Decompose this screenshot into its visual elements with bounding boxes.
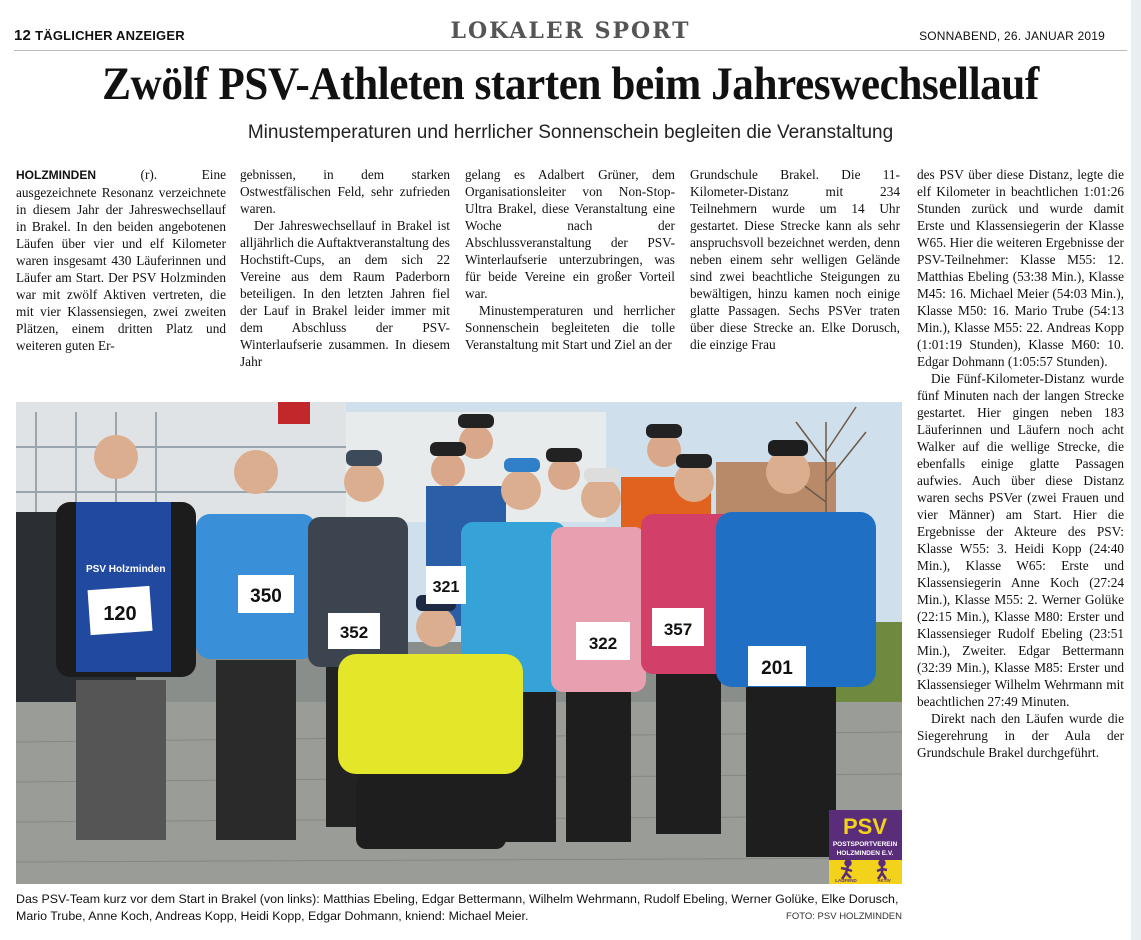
bib-number: 350: [250, 586, 282, 607]
paragraph: Direkt nach den Läufen wurde die Siegerehrung in der Aula der Grundschule Brakel durchgeführt.: [917, 711, 1124, 760]
paragraph: Die Fünf-Kilometer-Distanz wurde fünf Minuten nach der langen Strecke gestartet. Hier gingen neben 183 Läuferinnen und Läufern noch acht Walker auf die wellige Strecke, die ebenfalls einige glatte Passagen aufwies. Auch über diese Distanz waren sechs PSVer (zwei Frauen und vier Männer) am Start. Hier die Ergebnisse der Akteure des PSV: Klasse W55: 3. Heidi Kopp (24:40 Min.), Klasse W65: Erste und Klassensiegerin Anne Koch (27:24 Min.), Klasse M55: 2. Werner Golüke (22:15 Min.), Klasse M80: Erster und Klassensieger Rudolf Ebeling (23:51 Min.), Zweiter. Edgar Bettermann (32:39 Min.), Klasse M85: Erster und Klassensieger Wilhelm Wehrmann mit beachtlichen 27:49 Minuten.: [917, 371, 1124, 709]
photo-credit: FOTO: PSV HOLZMINDEN: [786, 911, 902, 922]
paper-name: TÄGLICHER ANZEIGER: [35, 28, 185, 43]
paragraph: gebnissen, in dem starken Ostwestfälischen Feld, sehr zufrieden waren.: [240, 167, 450, 216]
section-title: LOKALER SPORT: [450, 18, 691, 44]
shirt-text: PSV Holzminden: [86, 564, 166, 575]
bib-number: 321: [432, 579, 460, 596]
paragraph: Minustemperaturen und herrlicher Sonnenschein begleiteten die tolle Veranstaltung mit Start und Ziel an der: [465, 303, 675, 352]
photo-caption: Das PSV-Team kurz vor dem Start in Brakel (von links): Matthias Ebeling, Edgar Bettermann, Wilhelm Wehrmann, Rudolf Ebeling, Werner Golüke, Elke Dorusch, Mario Trube, Anne Koch, Andreas Kopp, Heidi Kopp, Edgar Dohmann, kniend: Michael Meier.: [16, 892, 899, 923]
page-number: 12: [14, 27, 32, 44]
logo-right-label: AKTIV: [877, 878, 891, 883]
logo-line-2: HOLZMINDEN E.V.: [836, 850, 894, 857]
header-rule: [14, 50, 1127, 51]
bib-350: [238, 575, 294, 613]
paragraph: des PSV über diese Distanz, legte die elf Kilometer in beachtlichen 1:01:26 Stunden zurück und wurde damit Erste und Klassensiegerin der Klasse W65. Hier die weiteren Ergebnisse der PSV-Teilnehmer: Klasse M55: 12. Matthias Ebeling (53:38 Min.), Klasse M45: 16. Michael Meier (54:03 Min.), Klasse M50: 16. Mario Trube (54:13 Min.), Klasse M55: 22. Andreas Kopp (1:01:19 Stunden), Klasse M60: 10. Edgar Dohmann (1:05:57 Stunden).: [917, 167, 1124, 369]
bib-number: 352: [339, 623, 369, 642]
team-photo-illustration: [16, 402, 902, 884]
subheadline: Minustemperaturen und herrlicher Sonnenschein begleiten die Veranstaltung: [247, 122, 894, 143]
article-column-4: [690, 166, 900, 353]
psv-logo: [829, 810, 902, 884]
logo-title: PSV: [842, 814, 888, 839]
team-photo: [16, 402, 902, 884]
bib-322: [576, 622, 630, 660]
bib-321: [426, 566, 466, 604]
article-column-3: [465, 166, 675, 353]
article-column-2: [240, 166, 450, 370]
headline: Zwölf PSV-Athleten starten beim Jahreswechsellauf: [102, 58, 1039, 110]
bib-number: 322: [588, 634, 618, 653]
paragraph: gelang es Adalbert Grüner, dem Organisationsleiter von Non-Stop-Ultra Brakel, diese Veranstaltung eine Woche nach der Abschlussveranstaltung der PSV-Winterlaufserie unterzubringen, was für beide Vereine ein großer Vorteil war.: [465, 167, 675, 301]
logo-left-label: LAUFEND: [835, 878, 857, 883]
paragraph: [16, 166, 226, 354]
logo-line-1: POSTSPORTVEREIN: [832, 841, 898, 848]
paragraph: Der Jahreswechsellauf in Brakel ist alljährlich die Auftaktveranstaltung des Hochstift-Cups, an dem sich 22 Vereine aus dem Raum Paderborn beteiligen. In den letzten Jahren fiel der Lauf in Brakel leider immer mit dem Abschluss der PSV-Winterlaufserie zusammen. In diesem Jahr: [240, 218, 450, 369]
paragraph-text: (r). Eine ausgezeichnete Resonanz verzeichnete in diesem Jahr der Jahreswechsellauf in Brakel. In den beiden angebotenen Läufen über vier und elf Kilometer waren insgesamt 430 Läuferinnen und Läufer am Start. Der PSV Holzminden war mit zwölf Aktiven vertreten, die mit vier Klassensiegen, zwei zweiten Plätzen, einem dritten Platz und weiteren guten Er-: [16, 167, 226, 353]
bib-number: 120: [103, 603, 137, 625]
bib-number: 357: [663, 620, 693, 639]
bib-201: [748, 646, 806, 686]
dateline: HOLZMINDEN: [16, 168, 96, 182]
bib-352: [328, 613, 380, 649]
article-column-5: [917, 166, 1124, 761]
bib-120: [88, 586, 153, 635]
paragraph: Grundschule Brakel. Die 11-Kilometer-Distanz mit 234 Teilnehmern wurde um 14 Uhr gestartet. Diese Strecke kann als sehr anspruchsvoll bezeichnet werden, denn neben einem sehr welligen Gelände sind zwei beachtliche Steigungen zu bewältigen, hinzu kamen noch einige glatte Passagen. Sechs PSVer traten über diese Strecke an. Elke Dorusch, die einzige Frau: [690, 167, 900, 352]
issue-date: SONNABEND, 26. JANUAR 2019: [919, 29, 1105, 43]
bib-number: 201: [761, 658, 793, 679]
bib-357: [652, 608, 704, 646]
red-sign: [278, 402, 310, 424]
article-column-1: [16, 166, 226, 354]
